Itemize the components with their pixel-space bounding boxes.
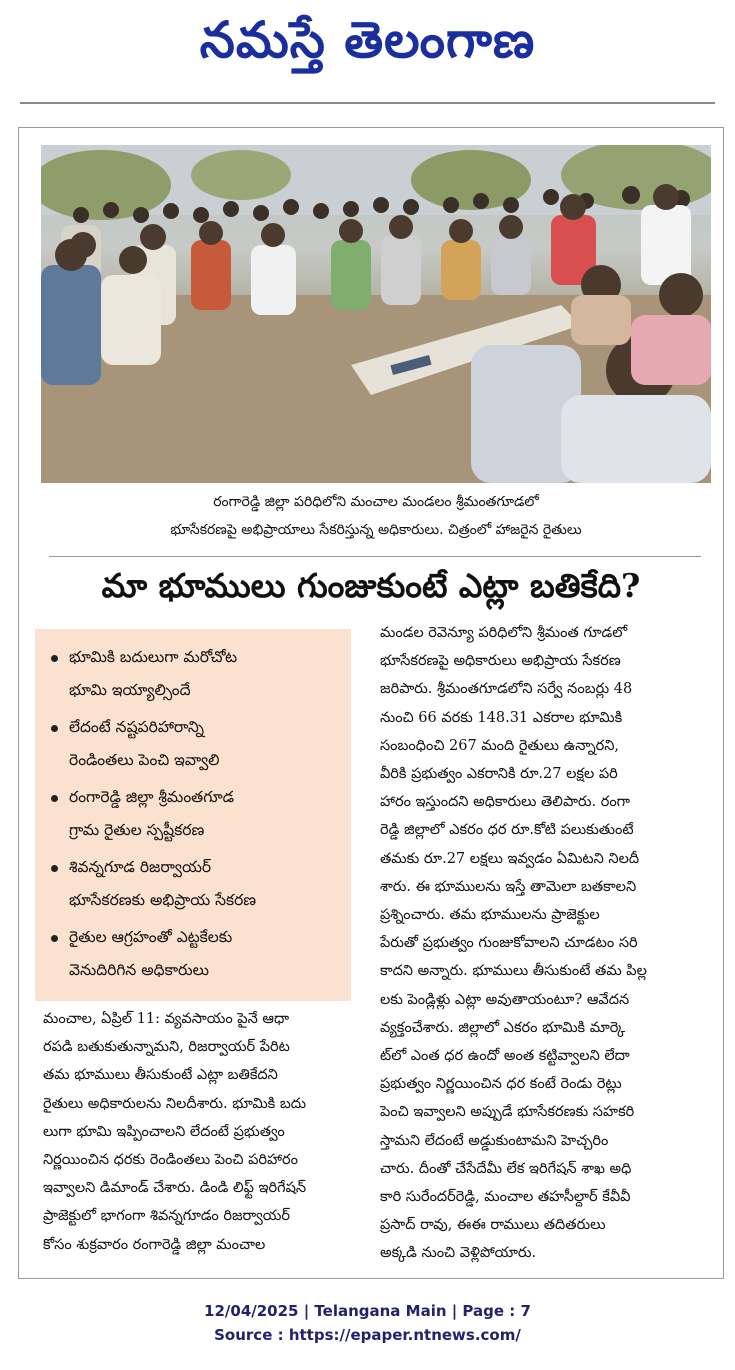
body-line: భూసేకరణపై అధికారులు అభిప్రాయ సేకరణ	[380, 653, 621, 670]
caption-line-2: భూసేకరణపై అభిప్రాయాలు సేకరిస్తున్న అధికారులు. చిత్రంలో హాజరైన రైతులు	[170, 522, 582, 538]
body-line: జరిపారు. శ్రీమంతగూడలోని సర్వే నంబర్లు 48	[380, 681, 633, 698]
body-line: తమకు రూ.27 లక్షలు ఇవ్వడం ఏమిటని నిలదీ	[380, 850, 640, 867]
body-line: కోసం శుక్రవారం రంగారెడ్డి జిల్లా మంచాల	[43, 1236, 266, 1253]
highlight-line: వెనుదిరిగిన అధికారులు	[69, 961, 209, 979]
body-line: మంచాల, ఏప్రిల్ 11: వ్యవసాయం పైనే ఆధా	[43, 1011, 290, 1027]
body-line: సంబంధించి 267 మంది రైతులు ఉన్నారని,	[380, 737, 620, 754]
body-line: పేరుతో ప్రభుత్వం గుంజుకోవాలని చూడటం సరి	[380, 935, 638, 952]
highlight-line: లేదంటే నష్టపరిహారాన్ని	[69, 718, 205, 736]
body-line: నుంచి 66 వరకు 148.31 ఎకరాల భూమికి	[380, 709, 623, 726]
bullet-icon	[51, 795, 58, 802]
newspaper-logo: నమస్తే తెలంగాణ	[199, 10, 536, 69]
footer-edition-info: 12/04/2025 | Telangana Main | Page : 7	[204, 1302, 531, 1320]
highlight-line: భూసేకరణకు అభిప్రాయ సేకరణ	[69, 891, 257, 909]
body-line: కారి సురేందర్‌రెడ్డి, మంచాల తహసీల్దార్ కేవీవీ	[380, 1189, 631, 1206]
photo-caption	[41, 488, 711, 544]
article-body-right	[380, 619, 712, 1268]
article-body-left	[43, 1005, 361, 1259]
masthead	[0, 0, 735, 100]
body-line: పెంచి ఇవ్వాలని అప్పుడే భూసేకరణకు సహకరి	[380, 1104, 635, 1121]
highlight-item	[47, 641, 339, 707]
highlight-line: రంగారెడ్డి జిల్లా శ్రీమంతగూడ	[69, 788, 235, 806]
body-line: ఇవ్వాలని డిమాండ్ చేశారు. డిండి లిఫ్ట్ ఇరిగేషన్	[43, 1180, 307, 1197]
body-line: వీరికి ప్రభుత్వం ఎకరానికి రూ.27 లక్షల పరి	[380, 766, 618, 783]
highlight-line: భూమి ఇయ్యాల్సిందే	[69, 681, 191, 699]
news-photo	[41, 145, 711, 483]
crowd-photo-icon	[41, 145, 711, 483]
body-line: కాదని అన్నారు. భూములు తీసుకుంటే తమ పిల్ల	[380, 963, 647, 980]
body-line: అక్కడి నుంచి వెళ్లిపోయారు.	[380, 1245, 537, 1262]
highlight-item	[47, 921, 339, 987]
highlight-line: రైతుల ఆగ్రహంతో ఎట్టకేలకు	[69, 928, 233, 946]
body-line: నిర్ణయించిన ధరకు రెండింతలు పెంచి పరిహారం	[43, 1152, 298, 1169]
highlight-line: శివన్నగూడ రిజర్వాయర్	[69, 858, 212, 876]
caption-rule	[49, 556, 701, 557]
body-line: స్తామని లేదంటే అడ్డుకుంటామని హెచ్చరిం	[380, 1132, 609, 1149]
body-line: వ్యక్తంచేశారు. జిల్లాలో ఎకరం భూమికి మార్కె	[380, 1019, 626, 1036]
masthead-rule	[20, 102, 715, 104]
bullet-icon	[51, 725, 58, 732]
bullet-icon	[51, 655, 58, 662]
body-line: రపడి బతుకుతున్నామని, రిజర్వాయర్ పేరిట	[43, 1039, 290, 1056]
caption-line-1: రంగారెడ్డి జిల్లా పరిధిలోని మంచాల మండలం శ్రీమంతగూడలో	[213, 494, 539, 510]
highlight-item	[47, 711, 339, 777]
body-line: ప్రశ్నించారు. తమ భూములను ప్రాజెక్టుల	[380, 907, 600, 924]
highlight-item	[47, 781, 339, 847]
footer-source-link[interactable]: Source : https://epaper.ntnews.com/	[214, 1326, 521, 1344]
highlight-line: రెండింతలు పెంచి ఇవ్వాలి	[69, 751, 220, 769]
bullet-icon	[51, 935, 58, 942]
bullet-icon	[51, 865, 58, 872]
article-headline: మా భూములు గుంజుకుంటే ఎట్లా బతికేది?	[101, 566, 641, 605]
highlight-line: గ్రామ రైతుల స్పష్టీకరణ	[69, 821, 205, 839]
body-line: రైతులు అధికారులను నిలదీశారు. భూమికి బదు	[43, 1095, 306, 1112]
body-line: లకు పెండ్లిళ్లు ఎట్లా అవుతాయంటూ? ఆవేదన	[380, 991, 630, 1008]
body-line: ప్రభుత్వం నిర్ణయించిన ధర కంటే రెండు రెట్లు	[380, 1076, 622, 1093]
body-line: ప్రాజెక్టులో భాగంగా శివన్నగూడం రిజర్వాయర్	[43, 1208, 291, 1225]
body-line: చారు. దీంతో చేసేదేమీ లేక ఇరిగేషన్ శాఖ అధి	[380, 1160, 632, 1177]
body-line: తమ భూములు తీసుకుంటే ఎట్లా బతికేదని	[43, 1067, 278, 1084]
highlight-item	[47, 851, 339, 917]
body-line: మండల రెవెన్యూ పరిధిలోని శ్రీమంత గూడలో	[380, 625, 628, 641]
body-line: రెడ్డి జిల్లాలో ఎకరం ధర రూ.కోటి పలుకుతుంటే	[380, 822, 634, 839]
body-line: శారు. ఈ భూములను ఇస్తే తామెలా బతకాలని	[380, 878, 637, 895]
body-line: హారం ఇస్తుందని అధికారులు తెలిపారు. రంగా	[380, 794, 631, 811]
body-line: లుగా భూమి ఇప్పించాలని లేదంటే ప్రభుత్వం	[43, 1123, 285, 1140]
body-line: ట్‌లో ఎంత ధర ఉందో అంత కట్టివ్వాలని లేదా	[380, 1048, 630, 1065]
body-line: ప్రసాద్ రావు, ఈఈ రాములు తదితరులు	[380, 1217, 606, 1234]
highlight-line: భూమికి బదులుగా మరోచోట	[69, 648, 238, 666]
highlights-box	[35, 629, 351, 1001]
news-clipping	[18, 127, 724, 1279]
